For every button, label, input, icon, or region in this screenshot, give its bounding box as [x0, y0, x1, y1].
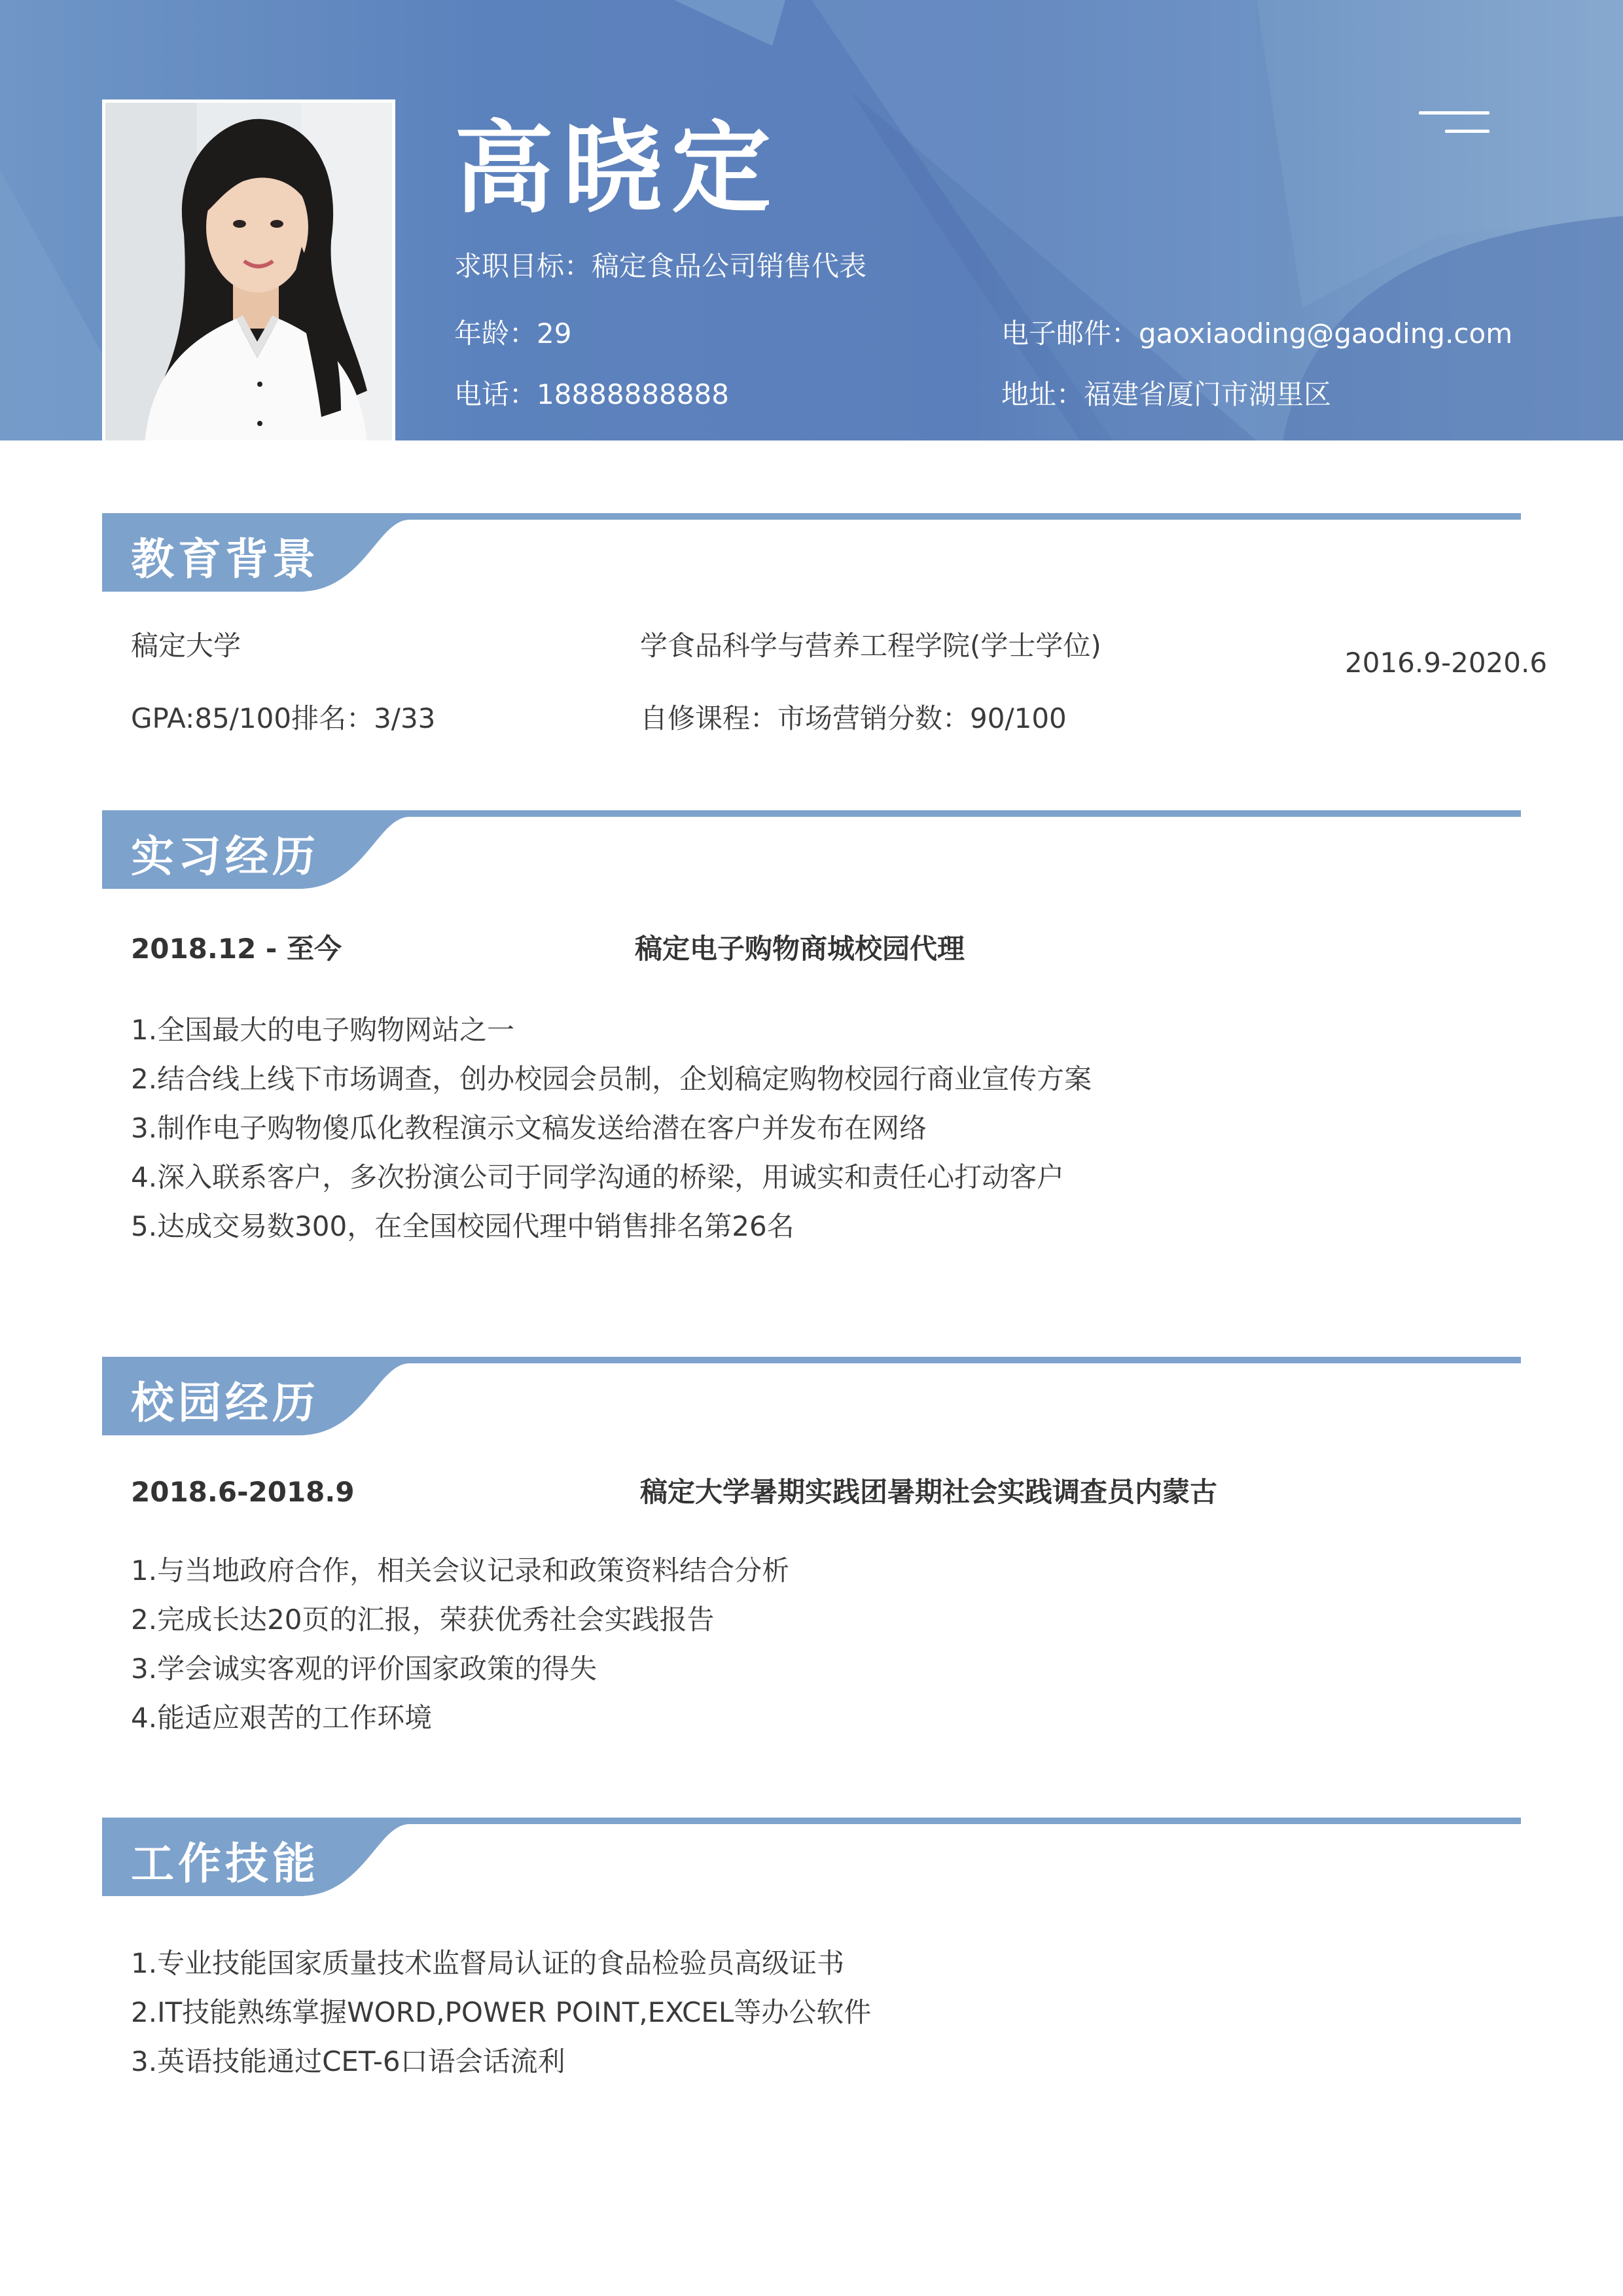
- major-name: 学食品科学与营养工程学院(学士学位): [640, 630, 1101, 662]
- campus-role: 稿定大学暑期实践团暑期社会实践调查员内蒙古: [640, 1476, 1218, 1508]
- list-item: 2.结合线上线下市场调查，创办校园会员制，企划稿定购物校园行商业宣传方案: [131, 1063, 1092, 1095]
- list-item: 3.英语技能通过CET-6口语会话流利: [131, 2045, 565, 2077]
- education-dates: 2016.9-2020.6: [1345, 647, 1548, 679]
- list-item: 2.完成长达20页的汇报，荣获优秀社会实践报告: [131, 1604, 715, 1636]
- internship-role: 稿定电子购物商城校园代理: [635, 933, 965, 965]
- section-header-campus: [102, 1357, 1521, 1435]
- section-header-internship: [102, 810, 1521, 889]
- menu-icon: [1419, 111, 1489, 135]
- list-item: 3.学会诚实客观的评价国家政策的得失: [131, 1653, 597, 1685]
- internship-dates: 2018.12 - 至今: [131, 933, 342, 965]
- campus-list: [131, 1546, 789, 1742]
- list-item: 1.专业技能国家质量技术监督局认证的食品检验员高级证书: [131, 1947, 845, 1979]
- list-item: 1.与当地政府合作，相关会议记录和政策资料结合分析: [131, 1554, 790, 1587]
- section-title: 工作技能: [131, 1839, 319, 1889]
- email-field: 电子邮件：gaoxiaoding@gaoding.com: [1001, 317, 1513, 350]
- section-title: 教育背景: [131, 534, 319, 584]
- list-item: 5.达成交易数300，在全国校园代理中销售排名第26名: [131, 1210, 794, 1242]
- list-item: 2.IT技能熟练掌握WORD,POWER POINT,EXCEL等办公软件: [131, 1996, 872, 2028]
- courses: 自修课程：市场营销分数：90/100: [640, 702, 1067, 734]
- list-item: 4.深入联系客户，多次扮演公司于同学沟通的桥梁，用诚实和责任心打动客户: [131, 1161, 1065, 1193]
- address-field: 地址：福建省厦门市湖里区: [1001, 378, 1332, 410]
- list-item: 1.全国最大的电子购物网站之一: [131, 1014, 515, 1046]
- candidate-name: 高晓定: [454, 111, 780, 226]
- internship-list: [131, 1005, 1092, 1251]
- school-name: 稿定大学: [131, 630, 241, 662]
- section-title: 校园经历: [131, 1378, 319, 1428]
- section-header-skills: [102, 1818, 1521, 1896]
- gpa-ranking: GPA:85/100排名：3/33: [131, 702, 436, 734]
- list-item: 3.制作电子购物傻瓜化教程演示文稿发送给潜在客户并发布在网络: [131, 1112, 927, 1144]
- list-item: 4.能适应艰苦的工作环境: [131, 1702, 433, 1734]
- skills-list: [131, 1939, 871, 2086]
- age-field: 年龄：29: [454, 317, 572, 350]
- section-header-education: [102, 513, 1521, 592]
- section-title: 实习经历: [131, 831, 319, 882]
- phone-field: 电话：18888888888: [454, 378, 729, 410]
- campus-dates: 2018.6-2018.9: [131, 1476, 355, 1508]
- profile-photo: [102, 99, 395, 440]
- resume-header: [0, 0, 1623, 440]
- portrait-illustration: [105, 103, 392, 440]
- job-objective: 求职目标：稿定食品公司销售代表: [454, 250, 867, 282]
